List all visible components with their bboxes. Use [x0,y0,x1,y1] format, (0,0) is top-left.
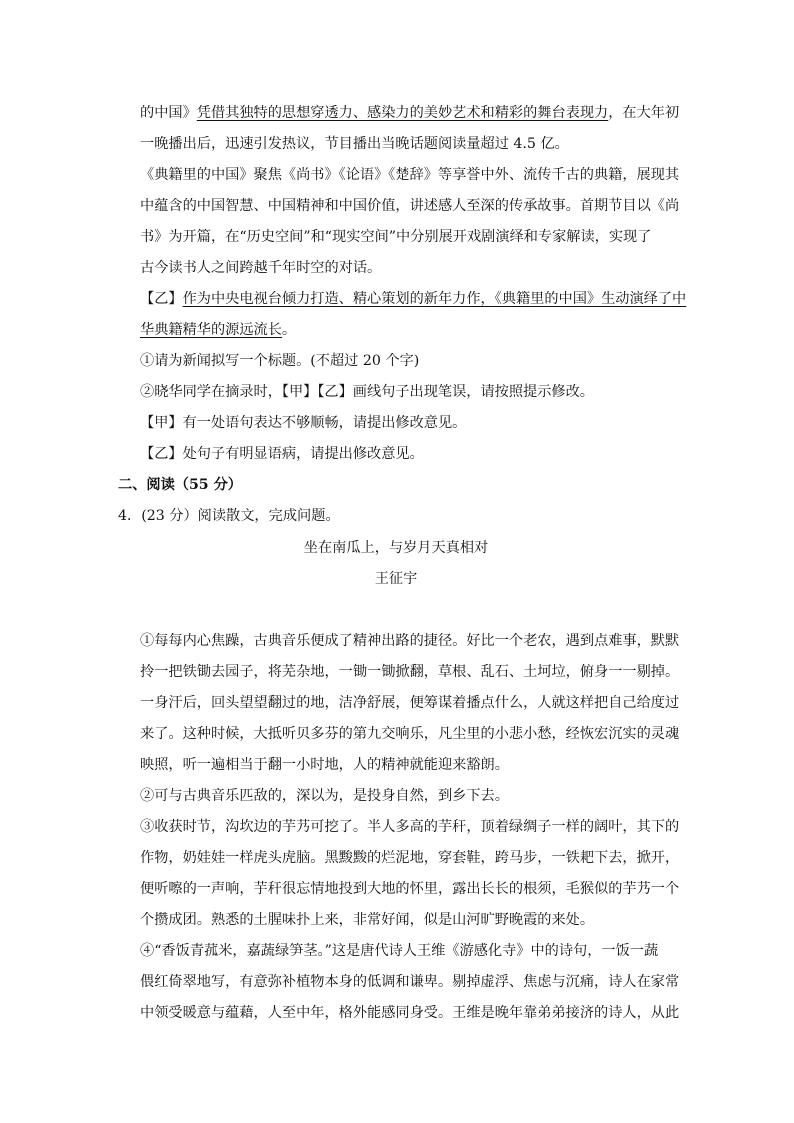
yi-sentence-line-2 [140,320,296,340]
news-paragraph-1-line-1 [140,103,679,123]
news-paragraph-2-line-2: 中蕴含的中国智慧、中国精神和中国价值，讲述感人至深的传承故事。首期节目以《尚 [140,198,680,214]
news-paragraph-2-line-3: 书》为开篇，在“历史空间”和“现实空间”中分别展开戏剧演绎和专家解读，实现了 [140,229,652,245]
essay-paragraph-4-line: 偎红倚翠地写，有意弥补植物本身的低调和谦卑。剔掉虚浮、焦虑与沉痛，诗人在家常 [140,974,680,990]
essay-paragraph-3-line: 作物，奶娃娃一样虎头虎脑。黑黢黢的烂泥地，穿套鞋，跨马步，一铁耙下去，掀开， [140,850,680,866]
news-paragraph-2-line-1: 《典籍里的中国》聚焦《尚书》《论语》《楚辞》等享誉中外、流传千古的典籍，展现其 [140,167,680,183]
essay-paragraph-1-line: 拎一把铁锄去园子，将芜杂地，一锄一锄掀翻，草根、乱石、土坷垃，俯身一一剔掉。 [140,664,680,680]
essay-paragraph-4-line: ④“香饭青菰米，嘉蔬绿笋茎。”这是唐代诗人王维《游感化寺》中的诗句，一饭一蔬 [140,943,659,959]
question-jia: 【甲】有一处语句表达不够顺畅，请提出修改意见。 [140,415,467,431]
essay-paragraph-1-line: 来了。这种时候，大抵听贝多芬的第九交响乐，凡尘里的小悲小愁，经恢宏沉实的灵魂 [140,726,680,742]
section-heading: 二、阅读（55 分） [118,477,242,493]
question-yi: 【乙】处句子有明显语病，请提出修改意见。 [140,446,424,462]
jia-underlined-sentence: 凭借其独特的思想穿透力、感染力的美妙艺术和精彩的舞台表现力 [196,105,609,121]
essay-author: 王征宇 [374,571,418,587]
question-1: ①请为新闻拟写一个标题。(不超过 20 个字) [140,353,420,369]
text-segment: 的中国》 [140,105,197,121]
essay-paragraph-3-line: ③收获时节，沟坎边的芋艿可挖了。半人多高的芋秆，顶着绿绸子一样的阔叶，其下的 [140,819,680,835]
yi-underlined-text: 华典籍精华的源远流长 [140,322,282,338]
yi-tag: 【乙】 [140,291,183,307]
essay-title: 坐在南瓜上，与岁月天真相对 [303,540,489,556]
news-paragraph-1-line-2: 一晚播出后，迅速引发热议，节目播出当晚话题阅读量超过 4.5 亿。 [140,136,569,152]
question-2: ②晓华同学在摘录时，【甲】【乙】画线句子出现笔误，请按照提示修改。 [140,384,594,400]
essay-paragraph-3-line: 便听嚓的一声响，芋秆很忘情地投到大地的怀里，露出长长的根须，毛猴似的芋艿一个 [140,881,680,897]
text-segment: ，在大年初 [608,105,680,121]
yi-underlined-text: 作为中央电视台倾力打造、精心策划的新年力作，《典籍里的中国》生动演绎了中 [182,291,687,307]
text-segment: 。 [281,322,297,338]
essay-paragraph-2: ②可与古典音乐匹敌的，深以为，是投身自然，到乡下去。 [140,788,509,804]
question-4-prompt: 4．(23 分）阅读散文，完成问题。 [118,508,340,524]
news-paragraph-2-line-4: 古今读书人之间跨越千年时空的对话。 [140,260,382,276]
essay-paragraph-1-line: ①每每内心焦躁，古典音乐便成了精神出路的捷径。好比一个老农，遇到点难事，默默 [140,633,680,649]
essay-paragraph-3-line: 个攒成团。熟悉的土腥味扑上来，非常好闻，似是山河旷野晚霞的来处。 [140,912,595,928]
essay-paragraph-4-line: 中领受暖意与蕴藉，人至中年，格外能感同身受。王维是晚年靠弟弟接济的诗人，从此 [140,1005,680,1021]
essay-paragraph-1-line: 一身汗后，回头望望翻过的地，洁净舒展，便筹谋着播点什么，人就这样把自己给度过 [140,695,680,711]
essay-paragraph-1-line: 映照，听一遍相当于翻一小时地，人的精神就能迎来豁朗。 [140,757,509,773]
yi-sentence-line-1 [140,289,686,309]
